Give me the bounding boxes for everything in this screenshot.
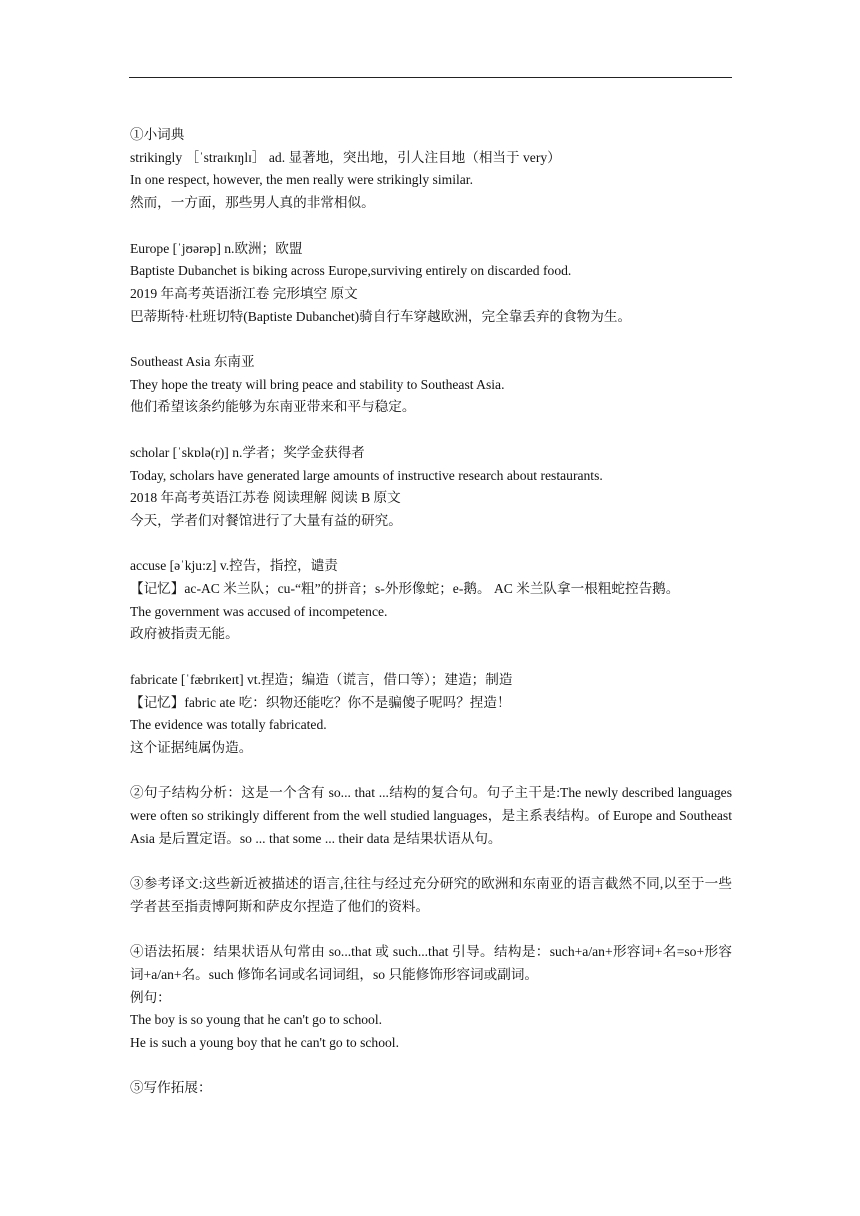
document-body bbox=[130, 124, 732, 1100]
spacer bbox=[130, 646, 732, 669]
vocab-entry-strikingly: strikingly ［ˈstraɪkɪŋlɪ］ ad. 显著地，突出地，引人注目地（相当于 very） bbox=[130, 149, 561, 165]
example-sentence: They hope the treaty will bring peace and stability to Southeast Asia. bbox=[130, 376, 505, 392]
examples-label: 例句： bbox=[130, 989, 171, 1005]
memory-tip: 【记忆】ac-AC 米兰队；cu-“粗”的拼音；s-外形像蛇；e-鹅。 AC 米兰队拿一根粗蛇控告鹅。 bbox=[130, 581, 680, 596]
header-rule bbox=[129, 77, 732, 78]
example-translation: 这个证据纯属伪造。 bbox=[130, 739, 253, 755]
spacer bbox=[130, 1055, 732, 1078]
example-sentence: Today, scholars have generated large amounts of instructive research about restaurants. bbox=[130, 467, 603, 483]
spacer bbox=[130, 850, 732, 873]
vocab-entry-scholar: scholar [ˈskɒlə(r)] n.学者；奖学金获得者 bbox=[130, 444, 365, 460]
example-sentence: The boy is so young that he can't go to school. bbox=[130, 1012, 383, 1028]
example-translation: 他们希望该条约能够为东南亚带来和平与稳定。 bbox=[130, 399, 416, 415]
example-source: 2019 年高考英语浙江卷 完形填空 原文 bbox=[130, 285, 358, 301]
example-translation: 今天，学者们对餐馆进行了大量有益的研究。 bbox=[130, 512, 402, 528]
example-source: 2018 年高考英语江苏卷 阅读理解 阅读 B 原文 bbox=[130, 490, 401, 506]
vocab-entry-europe: Europe [ˈjʊərəp] n.欧洲；欧盟 bbox=[130, 240, 303, 256]
vocab-entry-accuse: accuse [əˈkju:z] v.控告，指控，谴责 bbox=[130, 558, 338, 574]
section-heading-dictionary: ①小词典 bbox=[130, 127, 185, 142]
spacer bbox=[130, 760, 732, 783]
example-translation: 政府被指责无能。 bbox=[130, 626, 239, 642]
spacer bbox=[130, 419, 732, 442]
example-translation: 然而，一方面，那些男人真的非常相似。 bbox=[130, 195, 375, 211]
spacer bbox=[130, 215, 732, 238]
vocab-entry-fabricate: fabricate [ˈfæbrɪkeɪt] vt.捏造；编造（谎言，借口等）；建造；制造 bbox=[130, 671, 513, 687]
memory-tip: 【记忆】fabric ate 吃：织物还能吃？你不是骗傻子呢吗？捏造！ bbox=[130, 694, 511, 710]
spacer bbox=[130, 533, 732, 556]
example-translation: 巴蒂斯特·杜班切特(Baptiste Dubanchet)骑自行车穿越欧洲，完全靠丢弃的食物为生。 bbox=[130, 308, 632, 324]
grammar-extension: ④语法拓展：结果状语从句常由 so...that 或 such...that 引导。结构是：such+a/an+形容词+名=so+形容词+a/an+名。such 修饰名词或名词词组，so 只能修饰形容词或副词。 bbox=[130, 944, 732, 982]
spacer bbox=[130, 328, 732, 351]
example-sentence: In one respect, however, the men really were strikingly similar. bbox=[130, 172, 473, 188]
section-heading-writing: ⑤写作拓展： bbox=[130, 1080, 212, 1096]
example-sentence: The evidence was totally fabricated. bbox=[130, 717, 327, 733]
spacer bbox=[130, 919, 732, 942]
example-sentence: He is such a young boy that he can't go to school. bbox=[130, 1035, 399, 1050]
vocab-entry-southeast-asia: Southeast Asia 东南亚 bbox=[130, 354, 255, 369]
sentence-structure-analysis: ②句子结构分析：这是一个含有 so... that ...结构的复合句。句子主干是:The newly described languages were often so strikingly different from the well studied languages，是主系表结构。of Europe and Southeast Asia 是后置定语。so ... that some ... their data 是结果状语从句。 bbox=[130, 785, 732, 846]
example-sentence: Baptiste Dubanchet is biking across Europe,surviving entirely on discarded food. bbox=[130, 263, 572, 279]
example-sentence: The government was accused of incompetence. bbox=[130, 603, 388, 619]
reference-translation: ③参考译文:这些新近被描述的语言,往往与经过充分研究的欧洲和东南亚的语言截然不同,以至于一些学者甚至指责博阿斯和萨皮尔捏造了他们的资料。 bbox=[130, 876, 732, 914]
